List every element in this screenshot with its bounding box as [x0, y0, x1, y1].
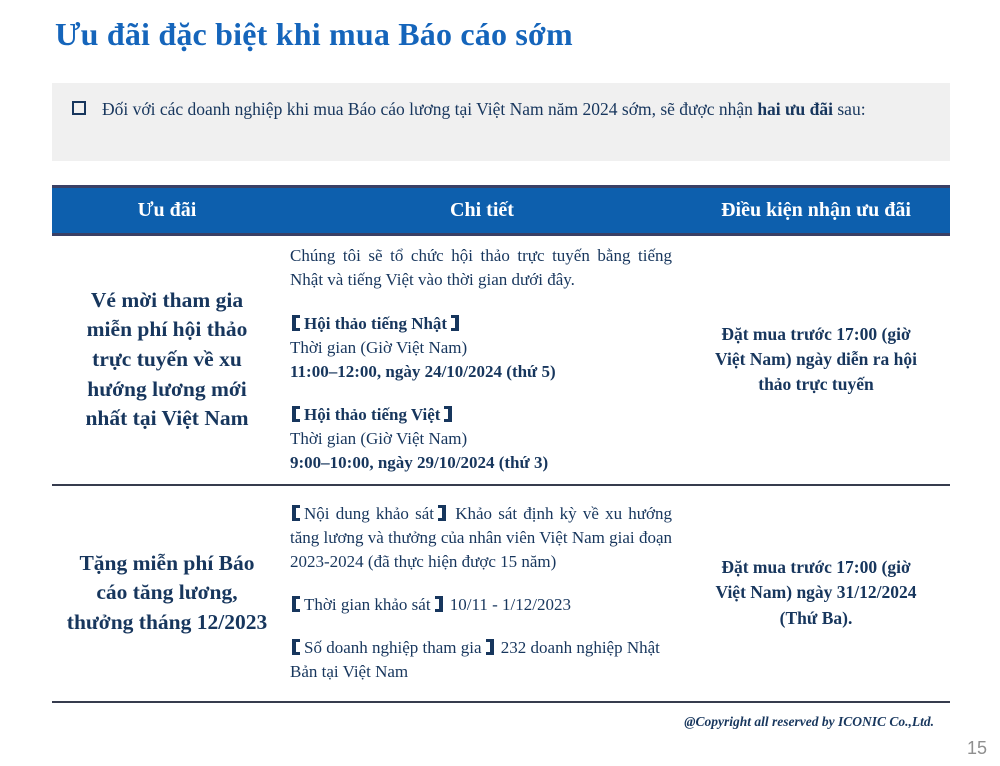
survey-item-label: Nội dung khảo sát: [304, 503, 434, 523]
offer-title: Vé mời tham gia miễn phí hội thảo trực tuyến về xu hướng lương mới nhất tại Việt Nam: [52, 235, 282, 485]
left-lenticular-bracket-icon: [292, 596, 300, 612]
right-lenticular-bracket-icon: [435, 596, 443, 612]
left-lenticular-bracket-icon: [292, 315, 300, 331]
intro-text: [102, 96, 866, 122]
session-time-label: Thời gian (Giờ Việt Nam): [290, 429, 468, 448]
offer-condition: Đặt mua trước 17:00 (giờ Việt Nam) ngày 31/12/2024 (Thứ Ba).: [682, 485, 950, 702]
column-header-details: Chi tiết: [282, 187, 682, 235]
column-header-condition: Điều kiện nhận ưu đãi: [682, 187, 950, 235]
column-header-offer: Ưu đãi: [52, 187, 282, 235]
right-lenticular-bracket-icon: [486, 639, 494, 655]
survey-item: [290, 636, 672, 684]
survey-item: [290, 502, 672, 574]
survey-item-value: Khảo sát định kỳ về xu hướng tăng lương và thưởng của nhân viên Việt Nam giai đoạn 2023-2024 (đã thực hiện được 15 năm): [290, 503, 672, 571]
session-time-label: Thời gian (Giờ Việt Nam): [290, 337, 468, 357]
table-row: [52, 235, 950, 485]
session-time: 11:00–12:00, ngày 24/10/2024 (thứ 5): [290, 361, 556, 381]
right-lenticular-bracket-icon: [444, 406, 452, 422]
session-time: 9:00–10:00, ngày 29/10/2024 (thứ 3): [290, 453, 549, 473]
survey-item-value: 232 doanh nghiệp Nhật Bản tại Việt Nam: [290, 638, 660, 682]
offer-condition: Đặt mua trước 17:00 (giờ Việt Nam) ngày diễn ra hội thảo trực tuyến: [682, 235, 950, 485]
table-row: [52, 485, 950, 702]
slide: [0, 16, 1000, 766]
right-lenticular-bracket-icon: [438, 505, 446, 521]
offer-details-cell: [282, 235, 682, 485]
copyright-text: @Copyright all reserved by ICONIC Co.,Ltd.: [684, 713, 934, 729]
session-title: [290, 312, 672, 336]
intro-text-end: sau:: [837, 99, 866, 119]
intro-text-start: Đối với các doanh nghiệp khi mua Báo cáo lương tại Việt Nam năm 2024 sớm, sẽ được nhận: [102, 99, 753, 119]
offer-details-cell: [282, 485, 682, 702]
survey-item-value: 10/11 - 1/12/2023: [449, 595, 571, 614]
left-lenticular-bracket-icon: [292, 639, 300, 655]
page-number: 15: [966, 738, 987, 758]
details-intro: Chúng tôi sẽ tổ chức hội thảo trực tuyến bằng tiếng Nhật và tiếng Việt vào thời gian dưới đây.: [290, 246, 672, 290]
session-title-text: Hội thảo tiếng Nhật: [304, 313, 448, 333]
intro-text-bold: hai ưu đãi: [757, 99, 833, 119]
session-title-text: Hội thảo tiếng Việt: [304, 404, 441, 424]
intro-box: [52, 83, 950, 161]
offers-table: [52, 185, 950, 703]
survey-item: [290, 593, 672, 617]
session-title: [290, 403, 672, 427]
offer-title: Tặng miễn phí Báo cáo tăng lương, thưởng tháng 12/2023: [52, 485, 282, 702]
survey-item-label: Số doanh nghiệp tham gia: [304, 638, 482, 658]
square-bullet-icon: [72, 101, 86, 115]
right-lenticular-bracket-icon: [451, 315, 459, 331]
left-lenticular-bracket-icon: [292, 406, 300, 422]
page-title: Ưu đãi đặc biệt khi mua Báo cáo sớm: [55, 16, 573, 52]
left-lenticular-bracket-icon: [292, 505, 300, 521]
table-header-row: [52, 187, 950, 235]
survey-item-label: Thời gian khảo sát: [304, 595, 431, 614]
